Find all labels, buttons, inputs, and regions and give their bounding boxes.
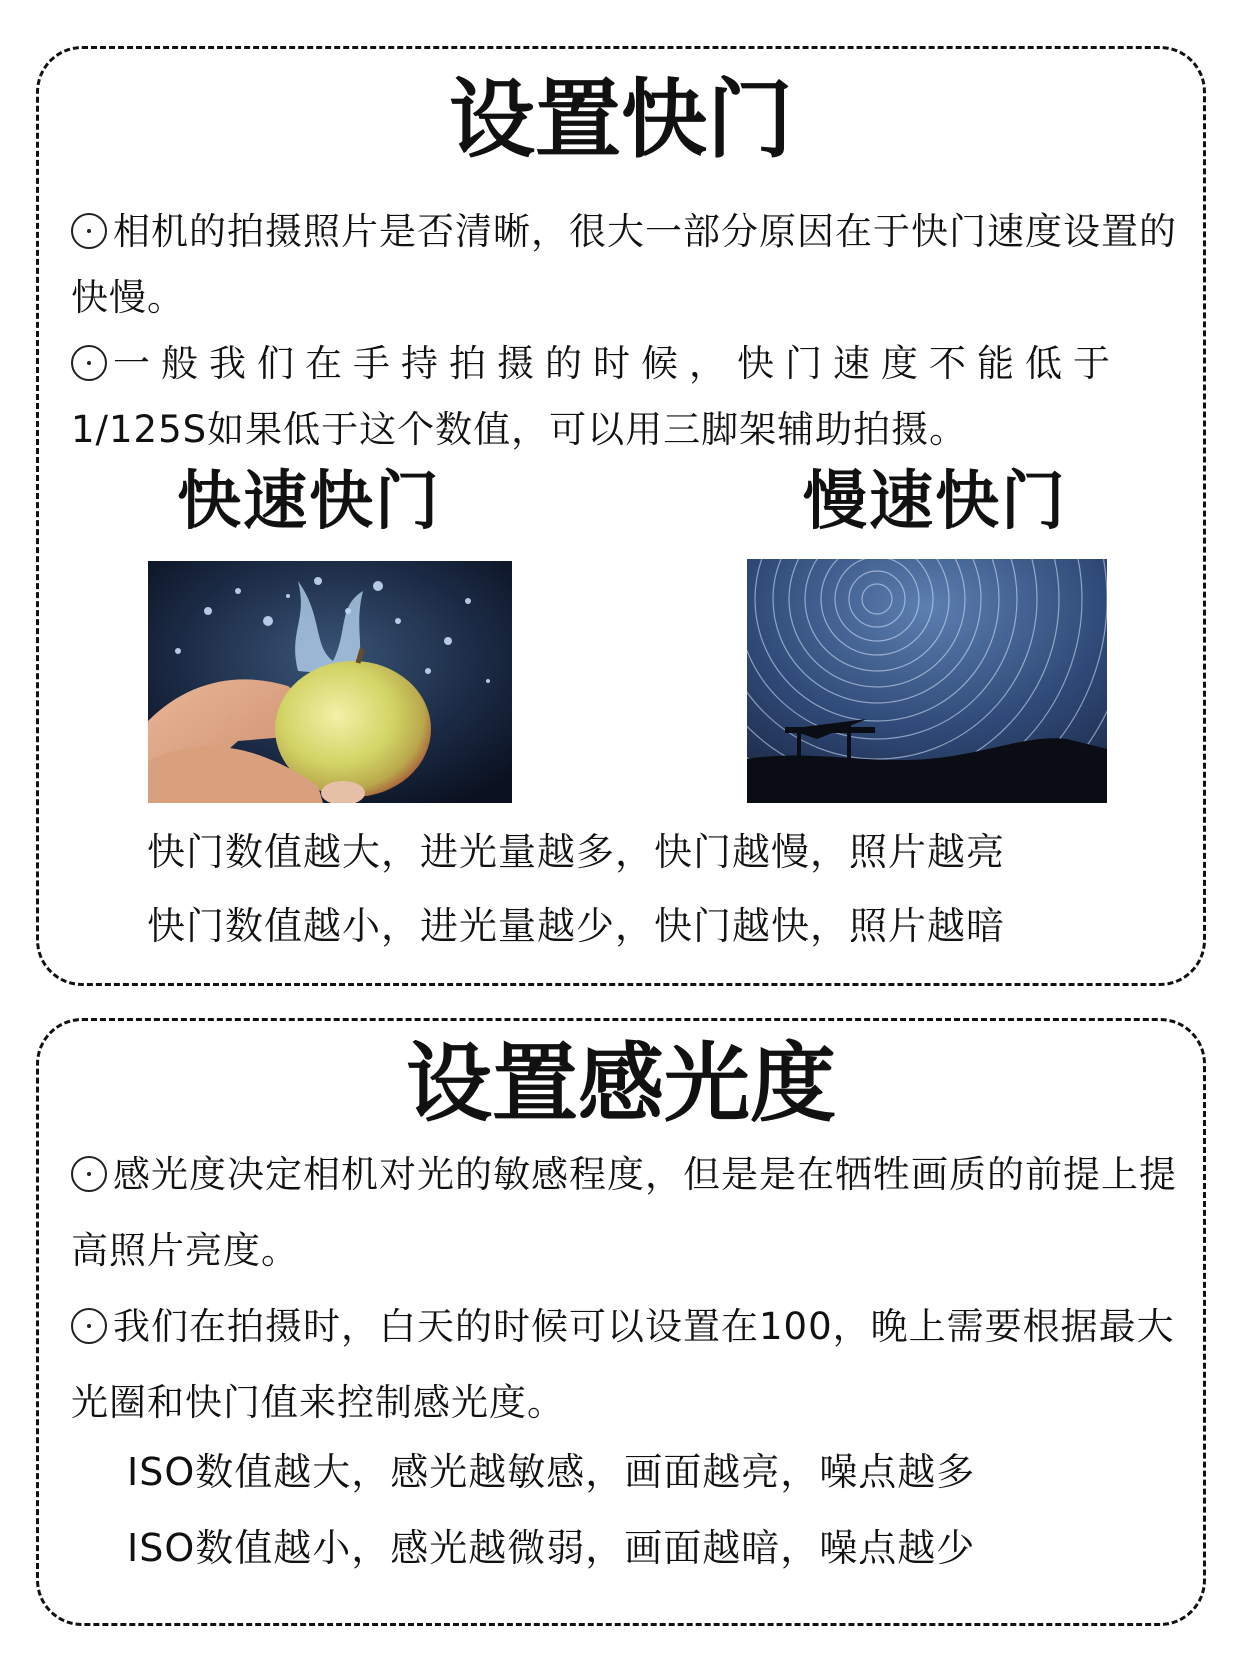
iso-note-1: ISO数值越大，感光越敏感，画面越亮，噪点越多 (127, 1450, 976, 1494)
shutter-paragraph-1-text: 相机的拍摄照片是否清晰，很大一部分原因在于快门速度设置的快慢。 (71, 210, 1177, 319)
slow-shutter-photo (747, 559, 1107, 803)
fast-shutter-label: 快速快门 (177, 465, 441, 539)
iso-card (36, 1018, 1206, 1626)
shutter-card (36, 46, 1206, 986)
iso-paragraph-1-text: 感光度决定相机对光的敏感程度，但是是在牺牲画质的前提上提高照片亮度。 (71, 1153, 1177, 1272)
shutter-paragraph-2 (71, 331, 1206, 463)
slow-shutter-label: 慢速快门 (803, 465, 1067, 539)
circle-dot-icon (71, 1156, 107, 1192)
iso-title: 设置感光度 (406, 1034, 836, 1134)
circle-dot-icon (71, 213, 107, 249)
iso-paragraph-2 (71, 1289, 1206, 1441)
shutter-paragraph-2-text: 一般我们在手持拍摄的时候，快门速度不能低于 (113, 342, 1121, 385)
shutter-title: 设置快门 (449, 70, 793, 170)
iso-note-2: ISO数值越小，感光越微弱，画面越暗，噪点越少 (127, 1526, 976, 1570)
iso-paragraph-2-text: 我们在拍摄时，白天的时候可以设置在100，晚上需要根据最大光圈和快门值来控制感光度。 (71, 1305, 1175, 1424)
shutter-note-2: 快门数值越小，进光量越少，快门越快，照片越暗 (147, 904, 1006, 948)
iso-paragraph-1 (71, 1137, 1206, 1289)
fast-shutter-photo (148, 561, 512, 803)
circle-dot-icon (71, 1308, 107, 1344)
shutter-note-1: 快门数值越大，进光量越多，快门越慢，照片越亮 (147, 830, 1006, 874)
shutter-paragraph-1 (71, 199, 1206, 331)
shutter-paragraph-2-text-cont: 1/125S如果低于这个数值，可以用三脚架辅助拍摄。 (71, 408, 968, 451)
circle-dot-icon (71, 345, 107, 381)
